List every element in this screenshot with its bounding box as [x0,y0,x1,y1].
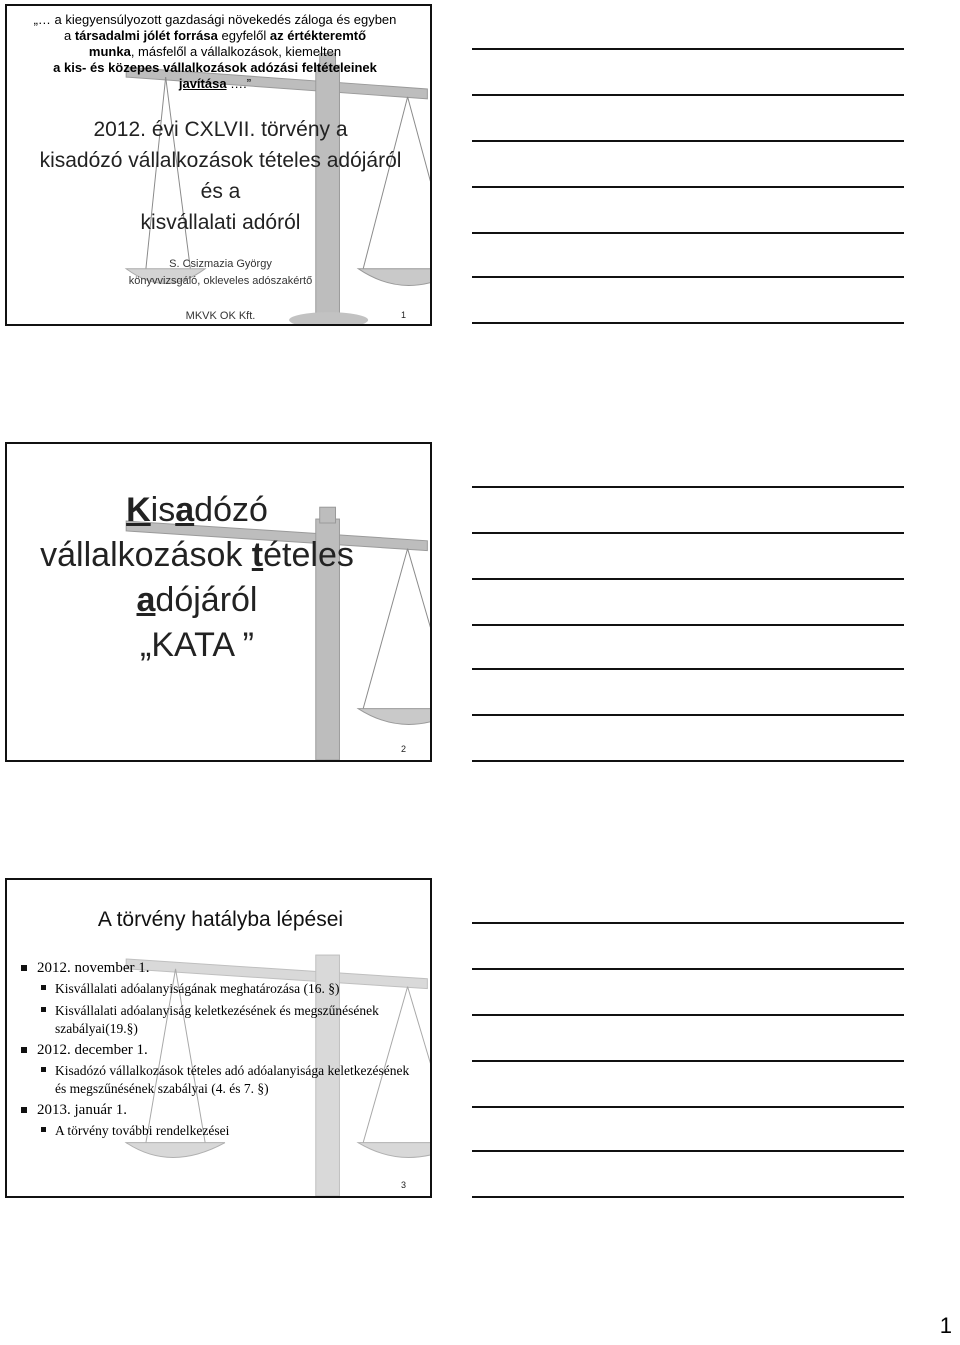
list-subitem [41,980,421,998]
slide-2-title [7,488,387,668]
note-line [472,232,904,234]
title-text: dójáról [155,581,258,619]
page-number: 1 [939,1313,952,1338]
note-line [472,486,904,488]
title-line [7,488,387,533]
list-subitem [41,1002,421,1038]
note-line [472,1060,904,1062]
quote-bold-work: munka [88,44,131,59]
slide-1-author-block [7,256,432,290]
note-line [472,1014,904,1016]
note-line [472,1150,904,1152]
square-bullet-icon [41,1127,46,1132]
note-line [472,922,904,924]
list-item-text: 2013. január 1. [37,1102,127,1118]
square-bullet-icon [21,1047,27,1053]
list-item-text: 2012. december 1. [37,1042,148,1058]
list-item [21,1042,421,1059]
square-bullet-icon [41,1007,46,1012]
list-item [21,960,421,977]
square-bullet-icon [21,1107,27,1113]
quote-line-1: „… a kiegyensúlyozott gazdasági növekedés záloga és egyben [33,12,397,27]
slide-1-company: MKVK OK Kft. [185,310,256,322]
note-line [472,94,904,96]
square-bullet-icon [21,965,27,971]
slide-3-title: A törvény hatályba lépései [97,908,344,931]
title-initial: a [136,581,156,619]
note-line [472,532,904,534]
note-line [472,1106,904,1108]
list-subitem-text: Kisvállalati adóalanyiságának meghatározása (16. §) [55,981,340,996]
note-line [472,760,904,762]
list-subitem-text: Kisvállalati adóalanyiság keletkezésének és megszűnésének szabályai(19.§) [55,1003,379,1036]
square-bullet-icon [41,1067,46,1072]
slide-2 [5,442,432,762]
note-line [472,578,904,580]
note-line [472,48,904,50]
note-line [472,1196,904,1198]
title-text: vállalkozások [40,536,252,574]
quote-line-2b: egyfelől [217,28,270,43]
title-initial: t [251,536,264,574]
title-line: 2012. évi CXLVII. törvény a [93,118,348,141]
title-line: kisadózó vállalkozások tételes adójáról [39,149,402,172]
note-line [472,668,904,670]
note-line [472,186,904,188]
note-line [472,276,904,278]
list-item [21,1102,421,1119]
slide-1 [5,4,432,326]
quote-bold-sme: a kis- és közepes vállalkozások adózási feltételeinek [53,60,377,75]
note-line [472,714,904,716]
quote-line-2a: a [63,28,75,43]
slide-1-quote [15,12,415,92]
slide-number: 2 [400,744,406,754]
title-text: ételes [263,536,354,574]
title-initial: a [175,491,195,529]
title-line [7,578,387,623]
note-line [472,968,904,970]
list-subitem [41,1122,421,1140]
list-subitem [41,1062,421,1098]
square-bullet-icon [41,985,46,990]
list-item-text: 2012. november 1. [37,960,150,976]
slide-number: 1 [400,310,406,320]
note-line [472,140,904,142]
title-text: is [150,491,176,529]
list-subitem-text: A törvény további rendelkezései [55,1123,230,1138]
title-line: „KATA ” [140,626,254,664]
note-line [472,624,904,626]
quote-bold-welfare: társadalmi jólét forrása [74,28,218,43]
title-line [7,533,387,578]
slide-3-bullet-list [21,958,421,1144]
list-subitem-text: Kisadózó vállalkozások tételes adó adóalanyisága keletkezésének és megszűnésének szabályai (4. és 7. §) [55,1063,410,1096]
title-line: és a [200,180,241,203]
quote-line-5: ….” [226,76,252,91]
quote-line-3: , másfelől a vállalkozások, kiemelten [130,44,342,59]
title-line: kisvállalati adóról [140,211,301,234]
slide-number: 3 [400,1180,406,1190]
quote-bold-improve: javítása [178,76,227,91]
quote-bold-value: az értékteremtő [269,28,367,43]
title-text: dózó [194,491,268,529]
slide-1-title [7,114,432,238]
slide-3 [5,878,432,1198]
title-initial: K [126,491,151,529]
author-title: könyvvizsgáló, okleveles adószakértő [128,275,313,287]
author-name: S. Csizmazia György [169,258,272,270]
note-line [472,322,904,324]
